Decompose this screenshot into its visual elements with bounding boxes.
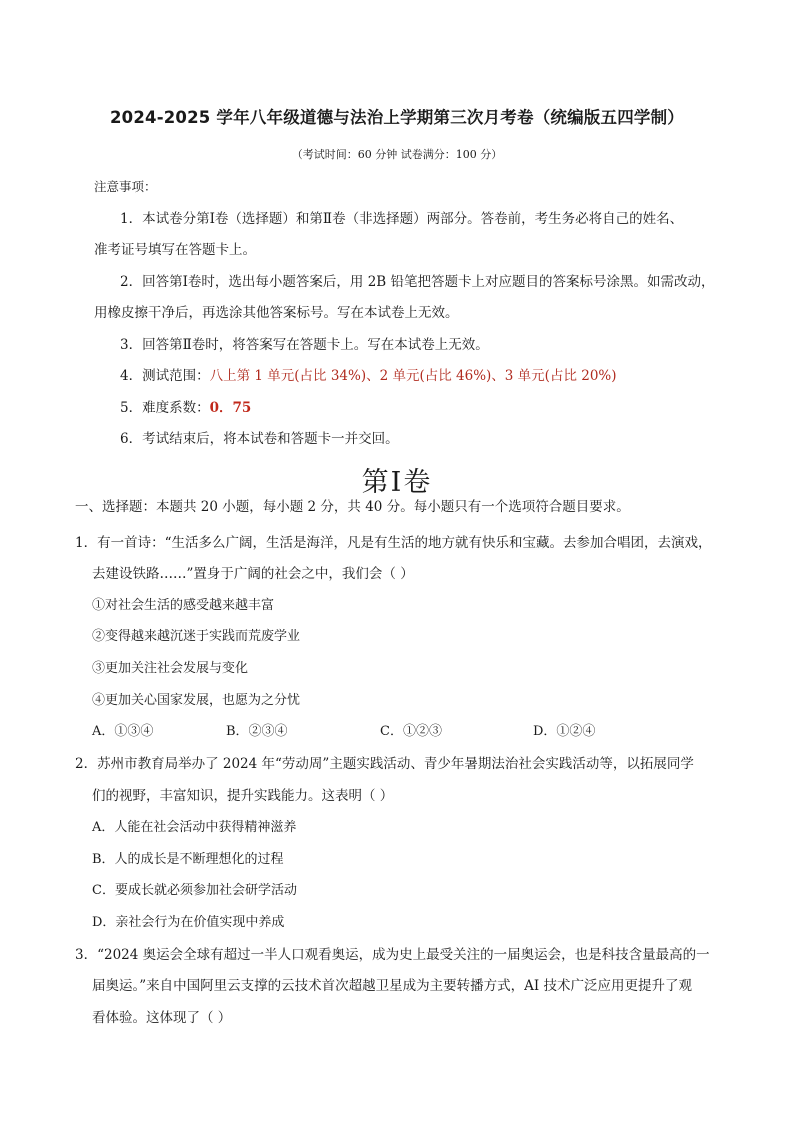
question-1-statement-3: ③更加关注社会发展与变化 (92, 661, 249, 676)
note-item-1-line-1: 1．本试卷分第Ⅰ卷（选择题）和第Ⅱ卷（非选择题）两部分。答卷前，考生务必将自己的姓名、 (120, 211, 684, 227)
note-item-5 (120, 399, 251, 417)
question-1-option-b[interactable]: B．②③④ (226, 724, 288, 739)
note-item-1-line-2: 准考证号填写在答题卡上。 (94, 242, 256, 258)
question-1-option-c[interactable]: C．①②③ (380, 724, 442, 739)
question-2-option-d[interactable]: D．亲社会行为在价值实现中养成 (92, 915, 285, 930)
question-1-option-a[interactable]: A．①③④ (92, 724, 154, 739)
question-3-stem-line-2: 届奥运。”来自中国阿里云支撑的云技术首次超越卫星成为主要转播方式，AI 技术广泛应用更提升了观 (92, 978, 693, 994)
question-2-option-a[interactable]: A．人能在社会活动中获得精神滋养 (92, 820, 297, 835)
note-item-5-label: 5．难度系数： (120, 400, 210, 416)
notes-heading: 注意事项： (94, 179, 157, 194)
question-1-option-d[interactable]: D．①②④ (533, 724, 596, 739)
note-item-4-label: 4．测试范围： (120, 368, 210, 384)
question-2-stem-line-2: 们的视野，丰富知识，提升实践能力。这表明（ ） (92, 788, 394, 804)
section-instructions: 一、选择题：本题共 20 小题，每小题 2 分，共 40 分。每小题只有一个选项符合题目要求。 (75, 499, 630, 515)
note-item-6: 6．考试结束后，将本试卷和答题卡一并交回。 (120, 431, 399, 447)
question-1-statement-2: ②变得越来越沉迷于实践而荒废学业 (92, 629, 301, 644)
question-3-stem-line-1: 3．“2024 奥运会全球有超过一半人口观看奥运，成为史上最受关注的一届奥运会，也是科技含量最高的一 (75, 947, 710, 963)
question-1-stem-line-1: 1．有一首诗：“生活多么广阔，生活是海洋，凡是有生活的地方就有快乐和宝藏。去参加合唱团，去演戏， (75, 535, 712, 551)
note-item-4 (120, 367, 617, 385)
note-item-2-line-2: 用橡皮擦干净后，再选涂其他答案标号。写在本试卷上无效。 (94, 305, 459, 321)
question-1-statement-1: ①对社会生活的感受越来越丰富 (92, 598, 275, 613)
question-1-statement-4: ④更加关心国家发展，也愿为之分忧 (92, 693, 301, 708)
question-2-option-c[interactable]: C．要成长就必须参加社会研学活动 (92, 883, 297, 898)
exam-subtitle: （考试时间：60 分钟 试卷满分：100 分） (291, 148, 503, 161)
difficulty-value: 0．75 (209, 400, 252, 416)
question-2-stem-line-1: 2．苏州市教育局举办了 2024 年“劳动周”主题实践活动、青少年暑期法治社会实践活动等，以拓展同学 (75, 756, 694, 772)
volume-heading: 第Ⅰ卷 (361, 467, 433, 498)
note-item-2-line-1: 2．回答第Ⅰ卷时，选出每小题答案后，用 2B 铅笔把答题卡上对应题目的答案标号涂黑。如需改动， (120, 274, 715, 290)
question-1-stem-line-2: 去建设铁路……”置身于广阔的社会之中，我们会（ ） (92, 566, 414, 582)
question-3-stem-line-3: 看体验。这体现了（ ） (92, 1010, 232, 1026)
exam-title: 2024-2025 学年八年级道德与法治上学期第三次月考卷（统编版五四学制） (109, 108, 685, 127)
note-item-3: 3．回答第Ⅱ卷时，将答案写在答题卡上。写在本试卷上无效。 (120, 337, 489, 353)
test-scope-value: 八上第 1 单元(占比 34%)、2 单元(占比 46%)、3 单元(占比 20%) (209, 368, 617, 384)
question-2-option-b[interactable]: B．人的成长是不断理想化的过程 (92, 852, 284, 867)
